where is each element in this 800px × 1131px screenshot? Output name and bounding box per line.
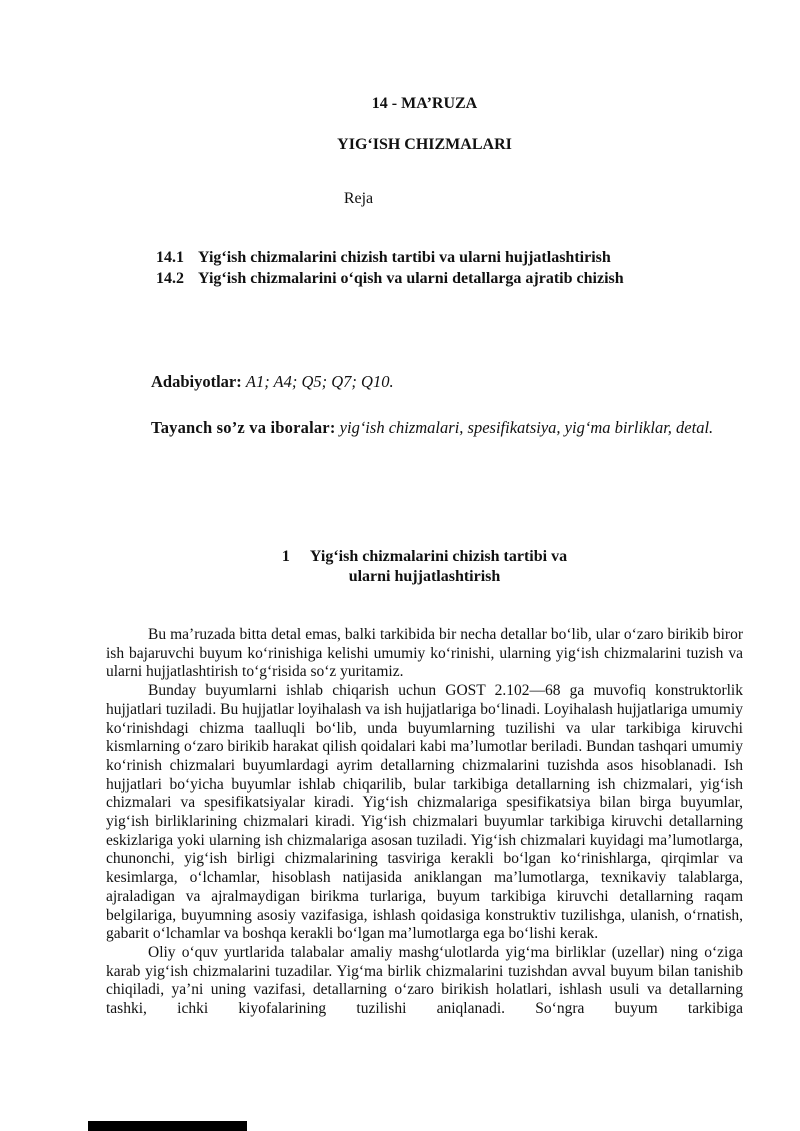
literature-label: Adabiyotlar: [151, 372, 242, 391]
toc-item-2 [106, 268, 743, 289]
lecture-subtitle: YIG‘ISH CHIZMALARI [337, 136, 512, 153]
lecture-title: 14 - MA’RUZA [371, 95, 478, 112]
plan-label: Reja [343, 190, 374, 207]
table-of-contents [106, 247, 743, 289]
toc-item-1 [106, 247, 743, 268]
section-heading-text-1: Yig‘ish chizmalarini chizish tartibi va [309, 548, 568, 565]
toc-item-number: 14.2 [156, 270, 184, 287]
body-text [106, 626, 743, 1019]
literature-value: A1; A4; Q5; Q7; Q10. [245, 372, 394, 391]
keywords-label: Tayanch so’z va iboralar: [151, 418, 336, 437]
literature-line [106, 371, 743, 392]
toc-item-number: 14.1 [156, 249, 184, 266]
section-heading-line-1 [106, 547, 743, 567]
keywords-line [106, 417, 743, 438]
paragraph-3: Oliy o‘quv yurtlarida talabalar amaliy mashg‘ulotlarda yig‘ma birliklar (uzellar) ning o‘ziga karab yig‘ish chizmalarini tuzadilar. Yig‘ma birlik chizmalarini tuzishdan avval buyum bilan tanishib chiqiladi, ya’ni uning vazifasi, detallarning o‘zaro birikish holatlari, ishlash usuli va detallarning tashki, ichki kiyofalarining tuzilishi aniqlanadi. So‘ngra buyum tarkibiga [106, 943, 743, 1018]
section-number: 1 [281, 548, 290, 565]
keywords-value: yig‘ish chizmalari, spesifikatsiya, yig‘ma birliklar, detal. [339, 418, 714, 437]
section-heading [106, 547, 743, 587]
toc-item-text: Yig‘ish chizmalarini chizish tartibi va ularni hujjatlashtirish [198, 249, 611, 266]
paragraph-2: Bunday buyumlarni ishlab chiqarish uchun GOST 2.102—68 ga muvofiq konstruktorlik hujjatlari tuziladi. Bu hujjatlar loyihalash va ish hujjatlariga bo‘linadi. Loyihalash hujjatlariga umumiy ko‘rinishdagi chizma taalluqli bo‘lib, unda buyumlarning tuzilishi va ular tarkibiga kiruvchi kismlarning o‘zaro birikib harakat qilish qoidalari kabi ma’lumotlar beriladi. Bundan tashqari umumiy ko‘rinish chizmalari buyumlardagi ayrim detallarning chizmalarini tuzishda asos hisoblanadi. Ish hujjatlari bo‘yicha buyumlar ishlab chiqarilib, bular tarkibiga detallarning ish chizmalari, yig‘ish chizmalari va spesifikatsiyalar kiradi. Yig‘ish chizmalariga spesifikatsiya bilan birga buyumlar, yig‘ish birliklarining chizmalari kiradi. Yig‘ish chizmalari buyumlar tarkibiga kiruvchi detallarning eskizlariga yoki ularning ish chizmalariga asosan tuziladi. Yig‘ish chizmalari kuyidagi ma’lumotlarga, chunonchi, yig‘ish birligi chizmalarining tasviriga kerakli bo‘lgan ko‘rinishlarga, qirqimlar va kesimlarga, o‘lchamlar, hisoblash natijasida aniklangan ma’lumotlarga, texnikaviy talablarga, ajraladigan va ajralmaydigan birikma turlariga, buyum tarkibiga kiruvchi detallarning raqam belgilariga, buyumning asosiy vazifasiga, ishlash qoidasiga konstruktiv tuzilishga, ulanish, o‘rnatish, gabarit o‘lchamlar va boshqa kerakli bo‘lgan ma’lumotlarga ega bo‘lishi kerak. [106, 682, 743, 943]
section-heading-line-2: ularni hujjatlashtirish [348, 568, 501, 585]
paragraph-1: Bu ma’ruzada bitta detal emas, balki tarkibida bir necha detallar bo‘lib, ular o‘zaro birikib biror ish bajaruvchi buyum ko‘rinishiga kelishi umumiy ko‘rinishi, ularning yig‘ish chizmalarini tuzish va ularni hujjatlashtirish to‘g‘risida so‘z yuritamiz. [106, 626, 743, 681]
scan-artifact-bar [88, 1121, 247, 1131]
toc-item-text: Yig‘ish chizmalarini o‘qish va ularni detallarga ajratib chizish [198, 270, 624, 287]
